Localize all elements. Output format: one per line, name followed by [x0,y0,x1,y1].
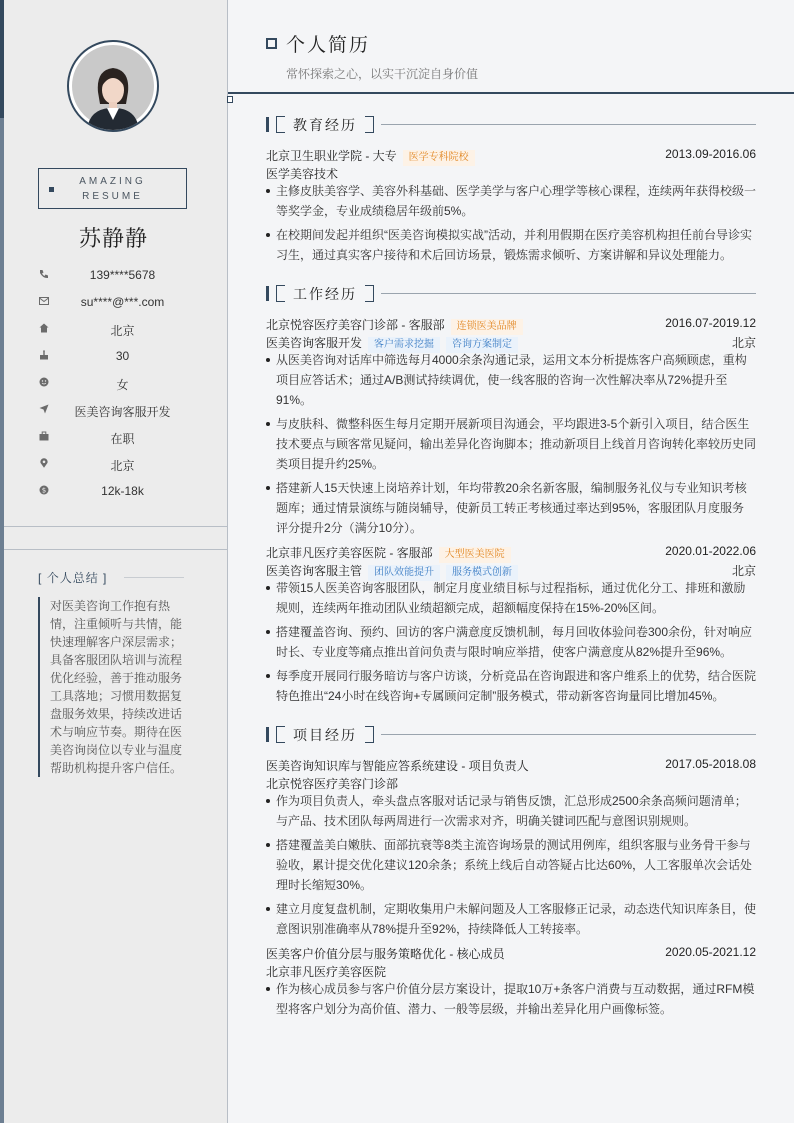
list-item: 搭建覆盖美白嫩肤、面部抗衰等8类主流咨询场景的测试用例库，组织客服与业务骨干参与验收，累计提交优化建议120余条；系统上线后自动答疑占比达60%，人工客服单次会话处理时长缩短30%。 [266,835,756,895]
phone-icon [38,269,49,280]
avatar-portrait-icon [69,42,157,130]
job-company: 北京菲凡医疗美容医院 - 客服部 [266,546,433,560]
info-phone: 139****5678 [0,266,227,286]
list-item: 在校期间发起并组织“医美咨询模拟实战”活动，并利用假期在医疗美容机构担任前台导诊实习生，通过真实客户接待和术后回访场景，锻炼需求倾听、方案讲解和异议处理能力。 [266,225,756,265]
education-major: 医学美容技术 [266,167,339,181]
info-home: 北京 [0,320,227,340]
job-role-row [266,334,756,350]
send-icon [38,404,49,415]
location-pin-icon [38,458,49,469]
title-square-icon [266,38,277,49]
page-subtitle: 常怀探索之心，以实干沉淀自身价值 [286,67,479,81]
section-heading-work: 工作经历 [266,284,756,304]
summary-heading: [ 个人总结 ] [38,571,108,585]
summary-text: 对医美咨询工作抱有热情，注重倾听与共情，能快速理解客户深层需求；具备客服团队培训与流程优化经验，善于推动服务工具落地；习惯用数据复盘服务效果，持续改进话术与响应节奏。期待在医美咨询岗位以专业与温度帮助机构提升客户信任。 [38,597,186,777]
job-role-tag: 客户需求挖掘 [368,337,440,353]
sidebar-stripe [0,0,4,1123]
list-item: 每季度开展同行服务暗访与客户访谈，分析竞品在咨询跟进和客户维系上的优势，结合医院特色推出“24小时在线咨询+专属顾问定制”服务模式，带动新客咨询量同比增加45%。 [266,666,756,706]
job-city: 北京 [731,336,756,350]
briefcase-icon [38,431,49,442]
project-name: 医美咨询知识库与智能应答系统建设 - 项目负责人 [266,759,529,773]
list-item: 建立月度复盘机制，定期收集用户未解问题及人工客服修正记录，动态迭代知识库条目，使意图识别准确率从78%提升至92%，持续降低人工转接率。 [266,899,756,939]
resume-label-2: RESUME [82,191,143,202]
job-role-tag: 服务模式创新 [446,565,518,581]
project-period: 2017.05-2018.08 [665,757,756,771]
sidebar [0,0,228,1123]
smile-icon [38,377,49,388]
info-location: 北京 [0,455,227,475]
home-icon [38,323,49,334]
info-email: su****@***.com [0,293,227,313]
project-name-row [266,945,756,961]
info-target-role: 医美咨询客服开发 [0,401,227,421]
list-item: 作为项目负责人，牵头盘点客服对话记录与销售反馈，汇总形成2500余条高频问题清单；与产品、技术团队每两周进行一次需求对齐，明确关键词匹配与意图识别规则。 [266,791,756,831]
info-salary: $ 12k-18k [0,482,227,502]
job-role: 医美咨询客服开发 [266,336,363,350]
project-org: 北京悦容医疗美容门诊部 [266,777,399,791]
square-icon [49,187,54,192]
section-heading-education: 教育经历 [266,115,756,135]
project-name-row [266,757,756,773]
section-heading-projects: 项目经历 [266,725,756,745]
education-tag: 医学专科院校 [403,150,475,166]
job-period: 2016.07-2019.12 [665,316,756,330]
page-title: 个人简历 [286,35,371,56]
job-company-row [266,316,756,332]
candidate-name: 苏静静 [78,226,148,251]
project-org: 北京菲凡医疗美容医院 [266,965,387,979]
cake-icon [38,350,49,361]
sidebar-divider [4,549,227,550]
list-item: 搭建覆盖咨询、预约、回访的客户满意度反馈机制，每月回收体验问卷300余份，针对响应时长、专业度等痛点推出首问负责与限时响应举措，使客户满意度从82%提升至96%。 [266,622,756,662]
project-period: 2020.05-2021.12 [665,945,756,959]
info-status: 在职 [0,428,227,448]
list-item: 搭建新人15天快速上岗培养计划，年均带教20余名新客服，编制服务礼仪与专业知识考核题库；通过情景演练与随岗辅导，使新员工转正考核通过率达到95%，客服团队月度服务评分提升2分（满分10分）。 [266,478,756,538]
job-city: 北京 [731,564,756,578]
education-school-row [266,147,756,163]
bracket-left-icon: [ [38,571,43,585]
job-company-row [266,544,756,560]
education-period: 2013.09-2016.06 [665,147,756,161]
job-company-tag: 连锁医美品牌 [451,319,523,335]
education-school: 北京卫生职业学院 - 大专 [266,149,397,163]
header-rule [228,92,794,94]
job-role: 医美咨询客服主管 [266,564,363,578]
list-item: 作为核心成员参与客户价值分层方案设计，提取10万+条客户消费与互动数据，通过RFM模型将客户划分为高价值、潜力、一般等层级，并输出差异化用户画像标签。 [266,979,756,1019]
info-gender: 女 [0,374,227,394]
list-item: 带领15人医美咨询客服团队，制定月度业绩目标与过程指标，通过优化分工、排班和激励规则，连续两年推动团队业绩超额完成，超额幅度保持在15%-20%区间。 [266,578,756,618]
job-role-row [266,562,756,578]
job-company-tag: 大型医美医院 [439,547,511,563]
job-period: 2020.01-2022.06 [665,544,756,558]
list-item: 从医美咨询对话库中筛选每月4000余条沟通记录，运用文本分析提炼客户高频顾虑，重构项目应答话术；通过A/B测试持续调优，使一线客服的咨询一次性解决率从72%提升至91%。 [266,350,756,410]
bracket-right-icon: ] [103,571,108,585]
email-icon [38,296,49,307]
resume-label-1: AMAZING [79,176,146,187]
job-role-tag: 咨询方案制定 [446,337,518,353]
summary-heading-rule [124,577,184,578]
resume-badge [38,168,187,209]
job-company: 北京悦容医疗美容门诊部 - 客服部 [266,318,445,332]
svg-text:$: $ [41,486,46,495]
list-item: 与皮肤科、微整科医生每月定期开展新项目沟通会，平均跟进3-5个新引入项目，结合医生技术要点与顾客常见疑问，输出差异化咨询脚本；推动新项目上线首月咨询转化率较历史同类项目提升约25%。 [266,414,756,474]
sidebar-divider [4,526,227,527]
list-item: 主修皮肤美容学、美容外科基础、医学美学与客户心理学等核心课程，连续两年获得校级一等奖学金，专业成绩稳居年级前5%。 [266,181,756,221]
info-age: 30 [0,347,227,367]
money-icon [38,485,49,496]
header-marker [227,96,233,103]
avatar [67,40,159,132]
job-role-tag: 团队效能提升 [368,565,440,581]
project-name: 医美客户价值分层与服务策略优化 - 核心成员 [266,947,505,961]
